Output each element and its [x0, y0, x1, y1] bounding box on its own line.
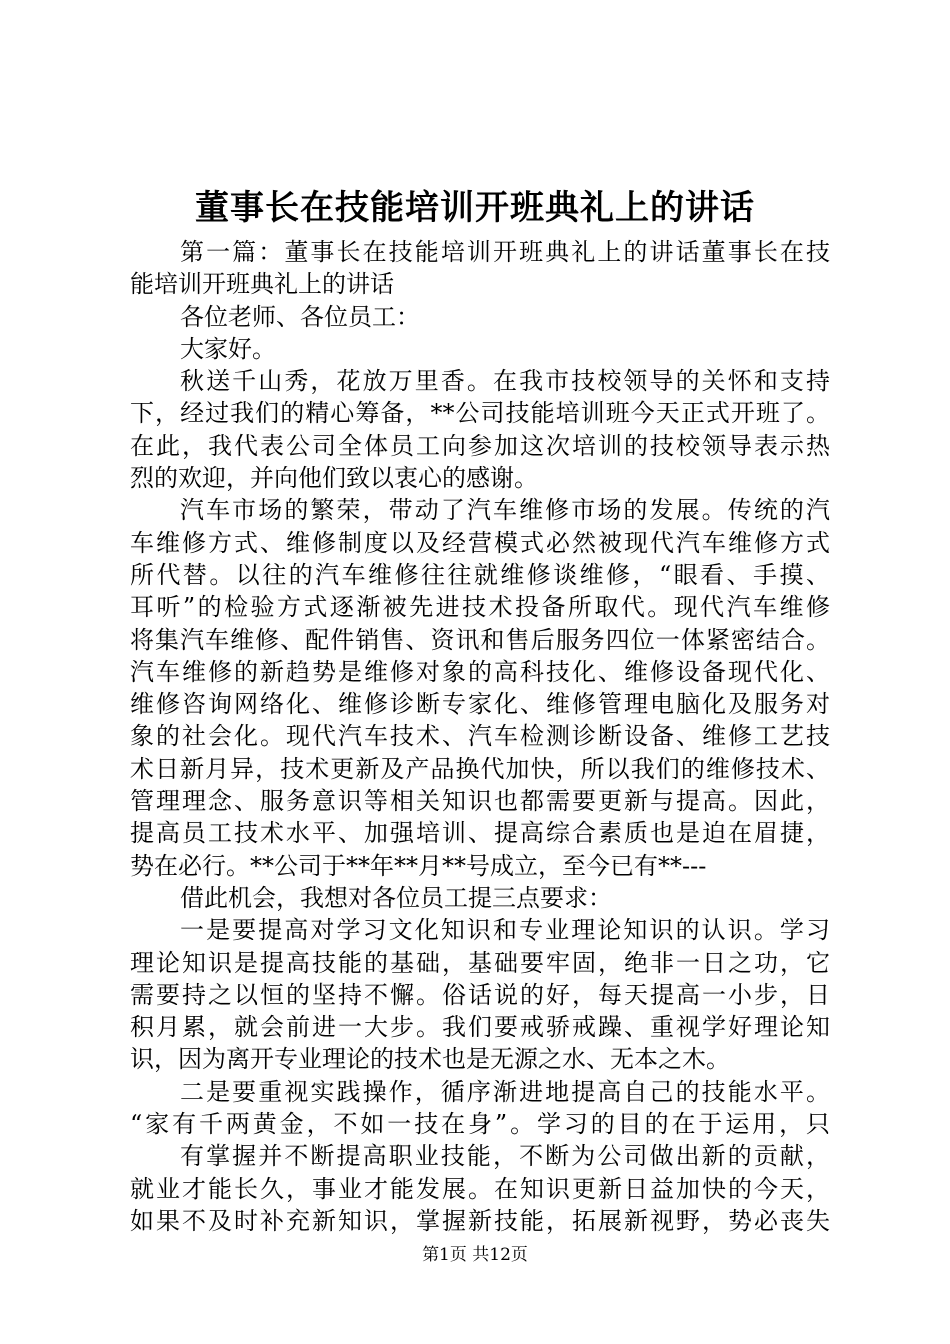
body-line: 秋送千山秀，花放万里香。在我市技校领导的关怀和支持 [180, 367, 830, 396]
body-line: 所代替。以往的汽车维修往往就维修谈维修，“眼看、手摸、 [130, 560, 830, 589]
body-line: 象的社会化。现代汽车技术、汽车检测诊断设备、维修工艺技 [130, 722, 830, 751]
body-line: 汽车维修的新趋势是维修对象的高科技化、维修设备现代化、 [130, 657, 830, 686]
body-line: 二是要重视实践操作，循序渐进地提高自己的技能水平。 [180, 1077, 830, 1106]
body-line: 如果不及时补充新知识，掌握新技能，拓展新视野，势必丧失 [130, 1206, 830, 1235]
body-line: 提高员工技术水平、加强培训、提高综合素质也是迫在眉捷， [130, 819, 830, 848]
document-body [130, 236, 830, 1237]
body-line: “家有千两黄金，不如一技在身”。学习的目的在于运用，只 [130, 1110, 830, 1139]
body-line: 维修咨询网络化、维修诊断专家化、维修管理电脑化及服务对 [130, 690, 830, 719]
body-line: 大家好。 [180, 334, 276, 363]
body-line: 将集汽车维修、配件销售、资讯和售后服务四位一体紧密结合。 [130, 625, 830, 654]
body-line: 下，经过我们的精心筹备，**公司技能培训班今天正式开班了。 [130, 399, 830, 428]
body-line: 第一篇：董事长在技能培训开班典礼上的讲话董事长在技 [180, 238, 830, 266]
body-line: 烈的欢迎，并向他们致以衷心的感谢。 [130, 464, 538, 493]
body-line: 一是要提高对学习文化知识和专业理论知识的认识。学习 [180, 916, 830, 945]
body-line: 有掌握并不断提高职业技能，不断为公司做出新的贡献， [180, 1142, 830, 1171]
document-title: 董事长在技能培训开班典礼上的讲话 [195, 188, 755, 228]
body-line: 就业才能长久，事业才能发展。在知识更新日益加快的今天， [130, 1174, 830, 1203]
body-line: 理论知识是提高技能的基础，基础要牢固，绝非一日之功，它 [130, 948, 830, 977]
body-line: 耳听”的检验方式逐渐被先进技术投备所取代。现代汽车维修 [130, 593, 830, 622]
body-line: 识，因为离开专业理论的技术也是无源之水、无本之木。 [130, 1045, 730, 1074]
body-line: 车维修方式、维修制度以及经营模式必然被现代汽车维修方式 [130, 528, 830, 557]
body-line: 积月累，就会前进一大步。我们要戒骄戒躁、重视学好理论知 [130, 1013, 830, 1042]
body-line: 需要持之以恒的坚持不懈。俗话说的好，每天提高一小步，日 [130, 980, 830, 1009]
body-line: 借此机会，我想对各位员工提三点要求： [180, 883, 612, 912]
body-line: 在此，我代表公司全体员工向参加这次培训的技校领导表示热 [130, 431, 830, 460]
body-line: 汽车市场的繁荣，带动了汽车维修市场的发展。传统的汽 [180, 496, 830, 525]
body-line: 管理理念、服务意识等相关知识也都需要更新与提高。因此， [130, 787, 830, 816]
body-line: 各位老师、各位员工： [180, 302, 420, 331]
body-line: 势在必行。**公司于**年**月**号成立，至今已有**--- [130, 851, 707, 880]
page-footer: 第1页 共12页 [422, 1245, 528, 1265]
body-line: 术日新月异，技术更新及产品换代加快，所以我们的维修技术、 [130, 754, 830, 783]
body-line: 能培训开班典礼上的讲话 [130, 270, 394, 299]
